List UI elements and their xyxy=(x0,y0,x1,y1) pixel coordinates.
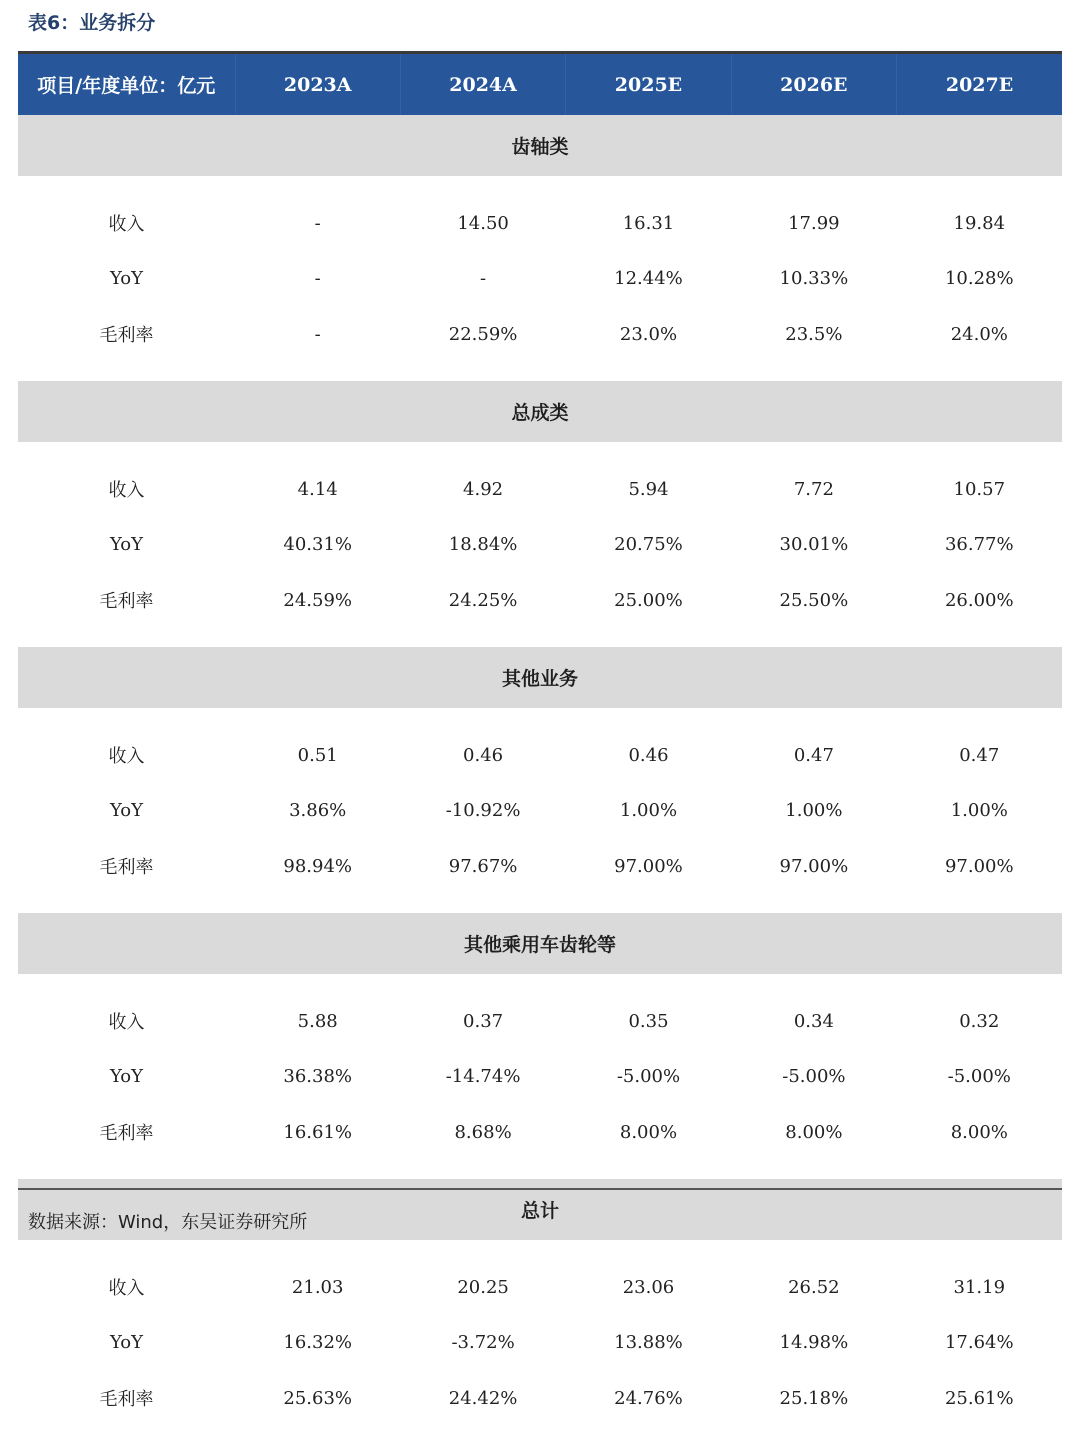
table-row xyxy=(18,176,1062,255)
row-label: 毛利率 xyxy=(99,1123,154,1144)
row-label: YoY xyxy=(109,534,144,555)
section-header-row xyxy=(18,647,1062,708)
source-note: 数据来源：Wind，东吴证券研究所 xyxy=(28,1212,308,1233)
table-row xyxy=(18,568,1062,647)
table-row xyxy=(18,1366,1062,1445)
row-label: 毛利率 xyxy=(99,591,154,612)
row-label: 收入 xyxy=(108,1012,145,1033)
table-cell: 8.00% xyxy=(785,1121,843,1143)
table-row xyxy=(18,1240,1062,1319)
header-row xyxy=(18,54,1062,115)
header-year-2024a: 2024A xyxy=(400,54,565,115)
table-cell: 0.46 xyxy=(463,744,504,766)
table-cell: - xyxy=(314,268,321,289)
table-cell: 5.88 xyxy=(297,1010,338,1032)
row-label: 毛利率 xyxy=(99,857,154,878)
table-cell: 31.19 xyxy=(953,1276,1006,1298)
table-row xyxy=(18,787,1062,834)
table-cell: 97.67% xyxy=(448,855,518,877)
table-cell: -10.92% xyxy=(445,800,521,821)
table-cell: 26.52 xyxy=(788,1276,840,1298)
section-title: 总成类 xyxy=(18,381,1062,442)
table-cell: 13.88% xyxy=(614,1332,683,1353)
header-year-2027e: 2027E xyxy=(897,54,1062,115)
table-cell: 8.00% xyxy=(950,1121,1008,1143)
table-cell: 30.01% xyxy=(779,534,849,555)
table-cell: 17.99 xyxy=(788,212,840,234)
table-cell: 14.98% xyxy=(779,1332,849,1353)
row-label: YoY xyxy=(109,1066,144,1087)
row-label: 收入 xyxy=(108,214,145,235)
table-cell: 4.92 xyxy=(463,478,504,500)
table-row xyxy=(18,834,1062,913)
row-label: 收入 xyxy=(108,480,145,501)
header-item-label: 项目/年度单位：亿元 xyxy=(18,54,235,115)
table-row xyxy=(18,1319,1062,1366)
table-cell: 4.14 xyxy=(297,478,338,500)
table-cell: 97.00% xyxy=(779,855,849,877)
section-header-row xyxy=(18,913,1062,974)
table-cell: 21.03 xyxy=(291,1276,344,1298)
table-cell: 0.35 xyxy=(628,1010,669,1032)
table-row xyxy=(18,255,1062,302)
table-cell: 10.33% xyxy=(779,268,849,289)
table-cell: 23.0% xyxy=(619,323,678,345)
table-cell: 14.50 xyxy=(457,212,509,234)
table-cell: 10.57 xyxy=(953,478,1006,500)
table-cell: 24.76% xyxy=(614,1387,683,1409)
table-cell: 8.00% xyxy=(619,1121,678,1143)
table-cell: -5.00% xyxy=(616,1066,681,1087)
table-cell: -3.72% xyxy=(451,1332,515,1353)
table-row xyxy=(18,1053,1062,1100)
table-cell: 23.06 xyxy=(622,1276,675,1298)
table-cell: 18.84% xyxy=(448,534,518,555)
table-cell: 24.42% xyxy=(448,1387,518,1409)
table-cell: 1.00% xyxy=(619,800,678,821)
table-row xyxy=(18,302,1062,381)
table-cell: 40.31% xyxy=(283,534,353,555)
table-row xyxy=(18,1100,1062,1179)
table-cell: 0.37 xyxy=(463,1010,504,1032)
table-cell: 0.46 xyxy=(628,744,669,766)
table-cell: 16.61% xyxy=(283,1121,353,1143)
table-cell: 97.00% xyxy=(944,855,1014,877)
table-cell: 16.31 xyxy=(622,212,675,234)
table-bottom-rule xyxy=(18,1188,1062,1190)
row-label: YoY xyxy=(109,1332,144,1353)
table-cell: 10.28% xyxy=(944,268,1014,289)
table-cell: -5.00% xyxy=(947,1066,1011,1087)
table-cell: 0.32 xyxy=(959,1010,1000,1032)
table-cell: 20.25 xyxy=(457,1276,509,1298)
table-cell: 26.00% xyxy=(944,589,1014,611)
table-cell: 24.0% xyxy=(950,323,1008,345)
section-title: 总计 xyxy=(18,1179,1062,1240)
section-title: 其他业务 xyxy=(18,647,1062,708)
row-label: 收入 xyxy=(108,1278,145,1299)
table-cell: - xyxy=(314,212,321,234)
table-cell: 0.51 xyxy=(297,744,338,766)
table-cell: 25.61% xyxy=(944,1387,1014,1409)
row-label: 毛利率 xyxy=(99,1389,154,1410)
table-cell: 3.86% xyxy=(289,800,347,821)
table-cell: 0.34 xyxy=(793,1010,834,1032)
table-row xyxy=(18,442,1062,521)
table-cell: 5.94 xyxy=(628,478,669,500)
table-cell: 97.00% xyxy=(614,855,683,877)
table-cell: 19.84 xyxy=(953,212,1006,234)
table-cell: - xyxy=(314,323,321,345)
table-cell: -14.74% xyxy=(445,1066,521,1087)
table-cell: 0.47 xyxy=(959,744,1000,766)
table-caption: 表6：业务拆分 xyxy=(28,12,156,34)
table-row xyxy=(18,521,1062,568)
table-cell: 8.68% xyxy=(454,1121,512,1143)
table-cell: 0.47 xyxy=(793,744,834,766)
section-title: 其他乘用车齿轮等 xyxy=(18,913,1062,974)
table-row xyxy=(18,708,1062,787)
table-cell: 24.59% xyxy=(283,589,353,611)
table-cell: -5.00% xyxy=(782,1066,846,1087)
table-cell: 23.5% xyxy=(785,323,843,345)
header-year-2023a: 2023A xyxy=(235,54,400,115)
table-cell: 36.38% xyxy=(283,1066,353,1087)
table-cell: 25.18% xyxy=(779,1387,849,1409)
table-cell: 16.32% xyxy=(283,1332,353,1353)
row-label: 收入 xyxy=(108,746,145,767)
header-year-2026e: 2026E xyxy=(731,54,896,115)
table-cell: 12.44% xyxy=(614,268,683,289)
section-header-row xyxy=(18,381,1062,442)
table-cell: 22.59% xyxy=(448,323,518,345)
row-label: YoY xyxy=(109,800,144,821)
row-label: 毛利率 xyxy=(99,325,154,346)
table-body xyxy=(18,115,1062,1445)
section-header-row xyxy=(18,115,1062,176)
table-row xyxy=(18,974,1062,1053)
header-year-2025e: 2025E xyxy=(566,54,731,115)
table-cell: 20.75% xyxy=(614,534,683,555)
table-cell: 98.94% xyxy=(283,855,353,877)
row-label: YoY xyxy=(109,268,144,289)
table-cell: - xyxy=(480,268,487,289)
table-cell: 17.64% xyxy=(944,1332,1014,1353)
table-cell: 1.00% xyxy=(950,800,1008,821)
table-cell: 25.63% xyxy=(283,1387,353,1409)
table-cell: 25.00% xyxy=(614,589,683,611)
section-title: 齿轴类 xyxy=(18,115,1062,176)
table-cell: 7.72 xyxy=(793,478,834,500)
table-cell: 36.77% xyxy=(944,534,1014,555)
table-cell: 25.50% xyxy=(779,589,849,611)
table-cell: 1.00% xyxy=(785,800,843,821)
table-cell: 24.25% xyxy=(448,589,518,611)
